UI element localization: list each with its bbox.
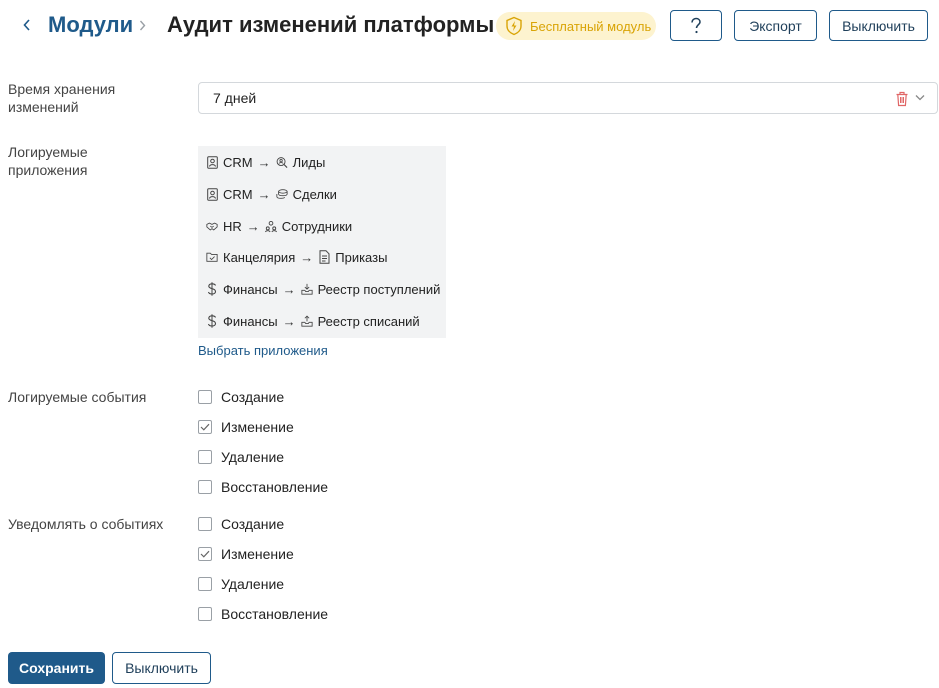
badge-label: Бесплатный модуль: [530, 18, 652, 34]
contact-card-icon: [206, 187, 218, 201]
retention-select[interactable]: [198, 82, 938, 114]
page-header: [0, 0, 939, 52]
checkbox-label: Создание: [221, 389, 285, 405]
list-item: [206, 279, 440, 299]
coins-icon: [276, 187, 288, 201]
list-item: [206, 184, 337, 204]
page-title: Аудит изменений платформы: [167, 12, 495, 37]
arrow-right-icon: →: [282, 281, 296, 297]
list-item: [206, 247, 387, 267]
logged-apps-list: [198, 146, 446, 338]
app-name: Реестр поступлений: [317, 281, 441, 297]
breadcrumb-modules-link[interactable]: Модули: [48, 12, 134, 37]
notify-event-create[interactable]: [198, 514, 284, 534]
logged-events-label: Логируемые события: [8, 389, 147, 405]
chevron-left-icon[interactable]: [21, 15, 33, 35]
dollar-icon: [206, 314, 218, 328]
app-name: Лиды: [292, 154, 326, 170]
trash-icon[interactable]: [895, 91, 909, 107]
dollar-icon: [206, 282, 218, 296]
log-event-update[interactable]: [198, 417, 294, 437]
app-name: Приказы: [335, 249, 388, 265]
app-group: Финансы: [223, 313, 278, 329]
checkbox-label: Восстановление: [221, 479, 329, 495]
checkbox[interactable]: [198, 547, 212, 561]
disable-module-button[interactable]: Выключить: [829, 10, 928, 41]
checkbox[interactable]: [198, 607, 212, 621]
export-button[interactable]: Экспорт: [734, 10, 817, 41]
checkbox[interactable]: [198, 420, 212, 434]
retention-value: 7 дней: [213, 90, 257, 106]
disable-button[interactable]: Выключить: [112, 652, 211, 684]
logged-apps-label: Логируемые приложения: [8, 144, 88, 178]
app-group: Канцелярия: [223, 249, 296, 265]
checkbox[interactable]: [198, 450, 212, 464]
contact-card-icon: [206, 155, 218, 169]
question-icon: [689, 17, 703, 35]
arrow-right-icon: →: [282, 313, 296, 329]
inbox-download-icon: [301, 282, 313, 296]
checkbox-label: Создание: [221, 516, 285, 532]
chevron-right-icon: [139, 17, 149, 33]
save-button[interactable]: Сохранить: [8, 652, 105, 684]
notify-events-label: Уведомлять о событиях: [8, 516, 164, 532]
checkmark-icon: [200, 423, 210, 431]
checkbox-label: Изменение: [221, 419, 294, 435]
list-item: [206, 152, 325, 172]
checkbox[interactable]: [198, 480, 212, 494]
checkbox-label: Удаление: [221, 449, 285, 465]
arrow-right-icon: →: [300, 249, 314, 265]
folder-check-icon: [206, 250, 218, 264]
app-name: Сделки: [292, 186, 337, 202]
log-event-restore[interactable]: [198, 477, 328, 497]
app-group: CRM: [223, 154, 253, 170]
notify-event-update[interactable]: [198, 544, 294, 564]
checkmark-icon: [200, 550, 210, 558]
retention-label: Время хранения изменений: [8, 81, 116, 115]
checkbox[interactable]: [198, 390, 212, 404]
notify-event-restore[interactable]: [198, 604, 328, 624]
list-item: [206, 216, 352, 236]
app-name: Реестр списаний: [317, 313, 420, 329]
document-icon: [318, 250, 330, 264]
app-group: Финансы: [223, 281, 278, 297]
notify-event-delete[interactable]: [198, 574, 284, 594]
list-item: [206, 311, 420, 331]
log-event-delete[interactable]: [198, 447, 284, 467]
app-group: HR: [223, 218, 242, 234]
lightning-icon: [504, 16, 524, 36]
help-button[interactable]: [670, 10, 722, 41]
chevron-down-icon[interactable]: [915, 94, 925, 104]
free-module-badge: [496, 12, 656, 40]
arrow-right-icon: →: [257, 154, 271, 170]
inbox-upload-icon: [301, 314, 313, 328]
select-apps-link[interactable]: Выбрать приложения: [198, 343, 328, 358]
checkbox[interactable]: [198, 577, 212, 591]
checkbox-label: Восстановление: [221, 606, 329, 622]
arrow-right-icon: →: [246, 218, 260, 234]
checkbox-label: Изменение: [221, 546, 294, 562]
app-name: Сотрудники: [281, 218, 353, 234]
checkbox[interactable]: [198, 517, 212, 531]
arrow-right-icon: →: [257, 186, 271, 202]
log-event-create[interactable]: [198, 387, 284, 407]
people-icon: [265, 219, 277, 233]
search-person-icon: [276, 155, 288, 169]
handshake-icon: [206, 219, 218, 233]
checkbox-label: Удаление: [221, 576, 285, 592]
app-group: CRM: [223, 186, 253, 202]
